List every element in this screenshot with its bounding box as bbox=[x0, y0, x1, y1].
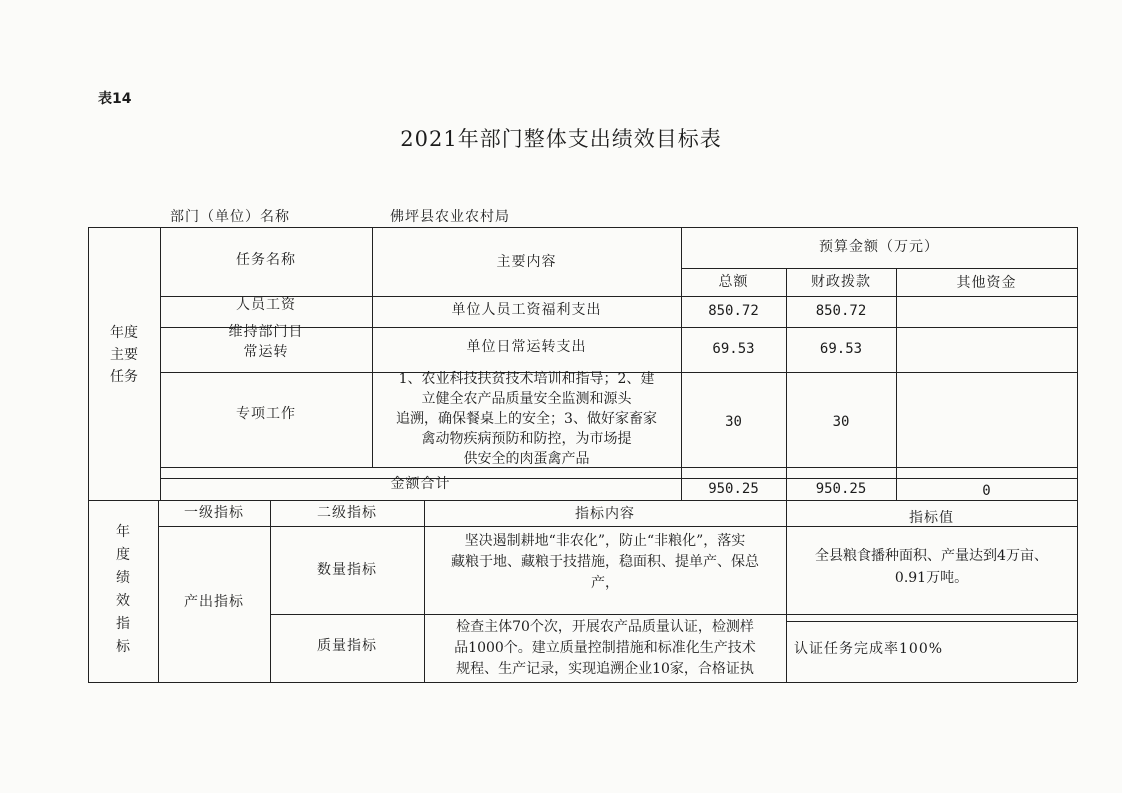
header-indicator-value: 指标值 bbox=[909, 509, 954, 526]
header-indicator-content: 指标内容 bbox=[575, 505, 635, 522]
sum-total: 950.25 bbox=[708, 480, 759, 497]
row-name: 维持部门日 常运转 bbox=[228, 324, 304, 360]
row-other bbox=[896, 372, 1077, 472]
row-fiscal: 30 bbox=[832, 413, 850, 430]
dept-value: 佛坪县农业农村局 bbox=[390, 209, 510, 225]
section1-side-label: 年度 主要 任务 bbox=[110, 325, 138, 385]
row-total: 850.72 bbox=[708, 303, 759, 319]
level1-output: 产出指标 bbox=[184, 593, 244, 610]
level2-quality: 质量指标 bbox=[317, 637, 377, 654]
header-main-content: 主要内容 bbox=[496, 253, 557, 270]
header-total: 总额 bbox=[718, 273, 749, 290]
row-name: 人员工资 bbox=[236, 296, 296, 313]
indicator-value-quantity: 全县粮食播种面积、产量达到4万亩、 0.91万吨。 bbox=[815, 548, 1048, 586]
indicator-content-quantity: 坚决遏制耕地“非农化”，防止“非粮化”，落实 藏粮于地、藏粮于技措施，稳面积、提单产、保总 产， bbox=[451, 532, 759, 591]
sum-label: 金额合计 bbox=[390, 475, 451, 492]
page-title: 2021年部门整体支出绩效目标表 bbox=[400, 127, 722, 151]
row-other bbox=[896, 327, 1077, 372]
row-content: 1、农业科技扶贫技术培训和指导；2、建 立健全农产品质量安全监测和源头 追溯，确保餐桌上的安全；3、做好家畜家 禽动物疾病预防和防控，为市场提 供安全的肉蛋禽产品 bbox=[396, 371, 657, 467]
sum-fiscal: 950.25 bbox=[815, 480, 867, 497]
indicator-value-quality: 认证任务完成率100% bbox=[794, 641, 944, 657]
header-level2: 二级指标 bbox=[317, 504, 377, 521]
header-other: 其他资金 bbox=[956, 274, 1017, 291]
row-total: 30 bbox=[725, 413, 742, 430]
row-fiscal: 850.72 bbox=[815, 303, 867, 319]
row-total: 69.53 bbox=[712, 341, 755, 357]
header-task-name: 任务名称 bbox=[236, 251, 296, 268]
row-name: 专项工作 bbox=[236, 406, 296, 422]
row-fiscal: 69.53 bbox=[819, 341, 863, 357]
level2-quantity: 数量指标 bbox=[317, 561, 377, 578]
header-budget: 预算金额（万元） bbox=[819, 239, 939, 255]
indicator-content-quality: 检查主体70个次，开展农产品质量认证，检测样 品1000个。建立质量控制措施和标准化生产技术 规程、生产记录，实现追溯企业10家，合格证执 bbox=[454, 618, 756, 677]
header-level1: 一级指标 bbox=[184, 504, 244, 521]
header-fiscal: 财政拨款 bbox=[811, 273, 871, 290]
dept-label: 部门（单位）名称 bbox=[170, 209, 290, 225]
row-content: 单位人员工资福利支出 bbox=[451, 301, 602, 318]
sheet-number: 表14 bbox=[98, 91, 132, 107]
sum-other: 0 bbox=[982, 482, 991, 499]
row-other bbox=[896, 296, 1077, 327]
row-content: 单位日常运转支出 bbox=[466, 338, 587, 355]
section2-side-label: 年 度 绩 效 指 标 bbox=[116, 524, 130, 655]
